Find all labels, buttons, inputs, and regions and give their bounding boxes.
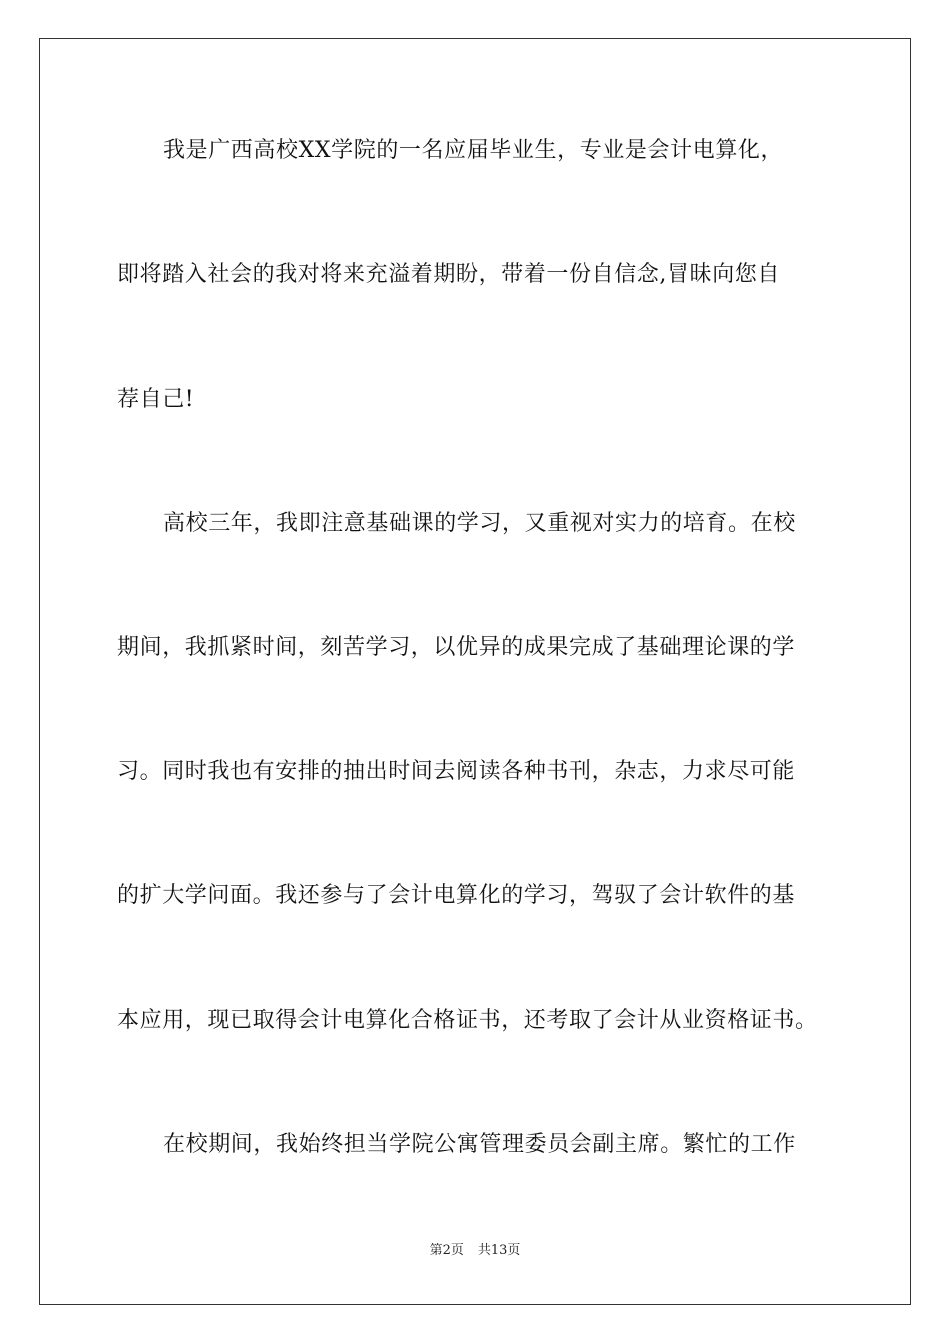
page-total: 共13页 — [477, 1243, 521, 1258]
paragraph-line: 我是广西高校XX学院的一名应届毕业生，专业是会计电算化， — [163, 138, 784, 163]
paragraph-line: 高校三年，我即注意基础课的学习，又重视对实力的培育。在校 — [163, 511, 796, 536]
paragraph-line: 荐自己! — [117, 387, 195, 412]
page-number: 第2页 — [429, 1243, 464, 1258]
paragraph-line: 在校期间，我始终担当学院公寓管理委员会副主席。繁忙的工作 — [163, 1132, 796, 1157]
paragraph-line: 本应用，现已取得会计电算化合格证书，还考取了会计从业资格证书。 — [117, 1008, 818, 1033]
paragraph-line: 期间，我抓紧时间，刻苦学习，以优异的成果完成了基础理论课的学 — [117, 635, 796, 660]
page-footer — [0, 1243, 950, 1259]
paragraph-line: 的扩大学问面。我还参与了会计电算化的学习，驾驭了会计软件的基 — [117, 883, 796, 908]
paragraph-line: 即将踏入社会的我对将来充溢着期盼，带着一份自信念,冒昧向您自 — [117, 262, 780, 287]
paragraph-line: 习。同时我也有安排的抽出时间去阅读各种书刊，杂志，力求尽可能 — [117, 759, 796, 784]
page-frame — [39, 38, 911, 1305]
